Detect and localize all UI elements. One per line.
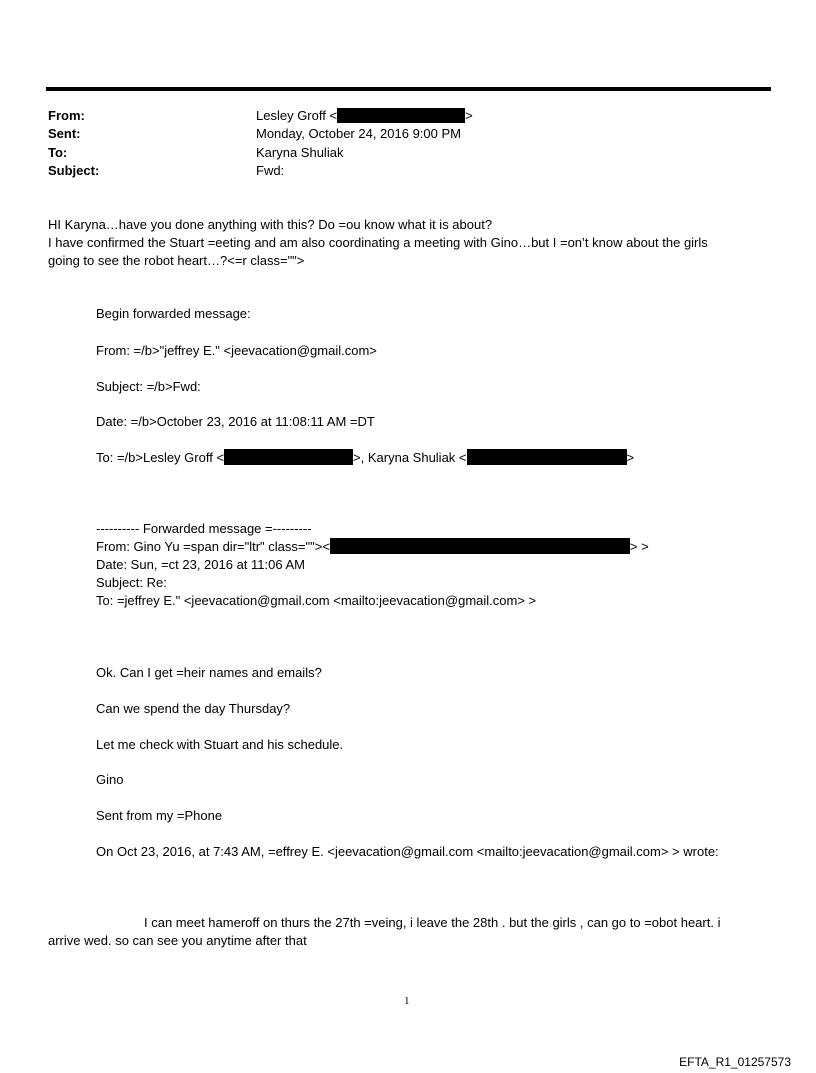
header-divider — [46, 87, 771, 91]
from-label: From: — [48, 108, 85, 123]
redaction-box — [467, 449, 627, 465]
reply-line-1: Ok. Can I get =heir names and emails? — [96, 665, 322, 680]
redaction-box — [330, 538, 630, 554]
to-value: Karyna Shuliak — [256, 145, 344, 160]
subject-label: Subject: — [48, 163, 100, 178]
reply-line-2: Can we spend the day Thursday? — [96, 701, 291, 716]
reply-line-4: Gino — [96, 772, 124, 787]
fwd1-subject: Subject: =/b>Fwd: — [96, 379, 201, 394]
from-name: Lesley Groff < — [256, 108, 338, 123]
fwd2-date: Date: Sun, =ct 23, 2016 at 11:06 AM — [96, 557, 305, 572]
fwd1-date: Date: =/b>October 23, 2016 at 11:08:11 AM =DT — [96, 414, 375, 429]
fwd1-to — [96, 449, 634, 467]
begin-forwarded: Begin forwarded message: — [96, 306, 251, 321]
body-line-3: going to see the robot heart…?<=r class=""> — [48, 253, 305, 268]
from-close: > — [465, 108, 473, 123]
fwd1-to-prefix: To: =/b>Lesley Groff < — [96, 450, 225, 465]
body-line-2: I have confirmed the Stuart =eeting and am also coordinating a meeting with Gino…but I =on’t know about the girls — [48, 235, 708, 250]
fwd2-subject: Subject: Re: — [96, 575, 167, 590]
reply-line-6: On Oct 23, 2016, at 7:43 AM, =effrey E. <jeevacation@gmail.com <mailto:jeevacation@gmail.com> > wrote: — [96, 844, 719, 859]
subject-value: Fwd: — [256, 163, 285, 178]
document-id: EFTA_R1_01257573 — [679, 1055, 791, 1069]
fwd2-to: To: =jeffrey E." <jeevacation@gmail.com <mailto:jeevacation@gmail.com> > — [96, 593, 537, 608]
from-value — [256, 107, 473, 125]
redaction-box — [337, 108, 465, 123]
quoted-line-1: I can meet hameroff on thurs the 27th =veing, i leave the 28th . but the girls , can go to =obot heart. i — [144, 915, 721, 930]
quoted-line-2: arrive wed. so can see you anytime after that — [48, 933, 307, 948]
reply-line-3: Let me check with Stuart and his schedule. — [96, 737, 344, 752]
fwd2-divider: ---------- Forwarded message =--------- — [96, 521, 312, 536]
sent-label: Sent: — [48, 126, 81, 141]
fwd1-to-suffix: > — [626, 450, 635, 465]
fwd2-from-prefix: From: Gino Yu =span dir="ltr" class="">< — [96, 539, 330, 554]
body-line-1: HI Karyna…have you done anything with this? Do =ou know what it is about? — [48, 217, 493, 232]
fwd1-from: From: =/b>"jeffrey E." <jeevacation@gmail.com> — [96, 343, 377, 358]
page-number: 1 — [404, 995, 410, 1007]
reply-line-5: Sent from my =Phone — [96, 808, 223, 823]
fwd2-from — [96, 538, 649, 556]
fwd1-to-middle: >, Karyna Shuliak < — [353, 450, 467, 465]
fwd2-from-suffix: > > — [629, 539, 649, 554]
sent-value: Monday, October 24, 2016 9:00 PM — [256, 126, 461, 141]
to-label: To: — [48, 145, 68, 160]
redaction-box — [224, 449, 353, 465]
